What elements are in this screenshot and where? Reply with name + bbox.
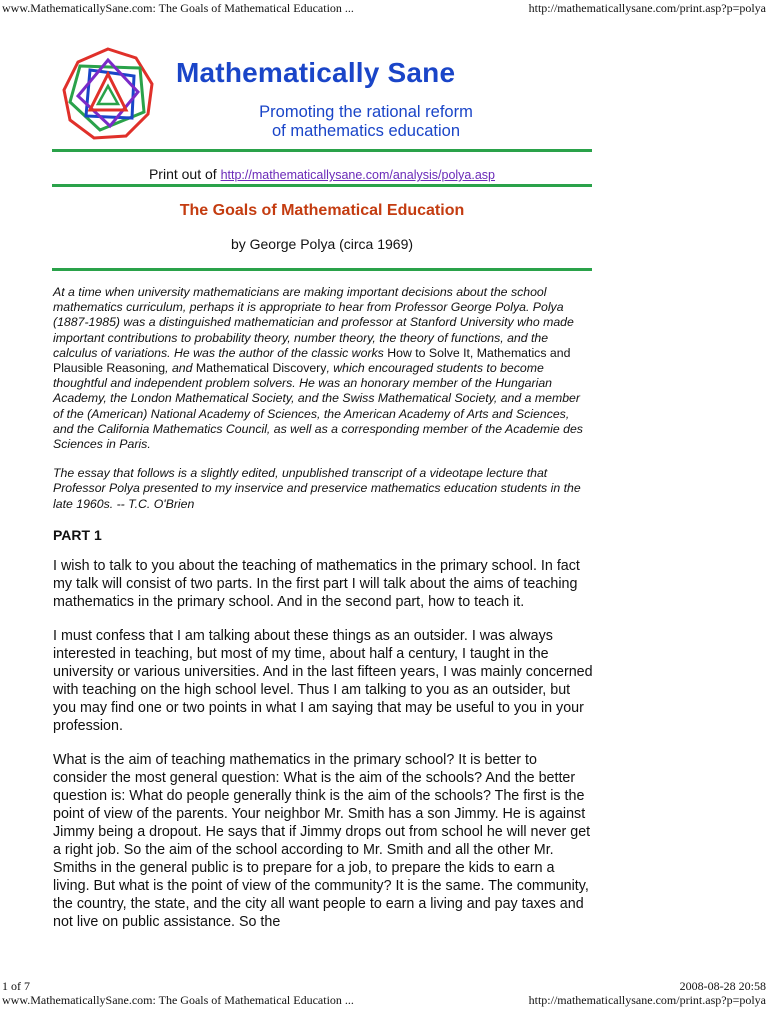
source-link[interactable]: http://mathematicallysane.com/analysis/polya.asp [220, 168, 496, 182]
header-url: http://mathematicallysane.com/print.asp?p=polya [528, 1, 766, 15]
divider [52, 149, 592, 152]
header-page-title: www.MathematicallySane.com: The Goals of Mathematical Education ... [2, 1, 354, 15]
print-header [0, 1, 768, 15]
print-prefix: Print out of [148, 166, 217, 182]
body-paragraph: What is the aim of teaching mathematics in the primary school? It is better to consider the most general question: What is the aim of the schools? And the better question is: What do people generally think is the aim of the schools? The first is the point of view of the parents. Your neighbor Mr. Smith has a son Jimmy. He is against Jimmy being a dropout. He says that if Jimmy drops out from school he will never get a right job. So the aim of the school according to Mr. Smith and all the other Mr. Smiths in the general public is to prepare for a job, to prepare the kids to earn a living. But what is the point of view of the community? It is the same. The community, the country, the state, and the city all want people to earn a living and pay taxes and not live on public assistance. So the [53, 752, 591, 930]
article-title: The Goals of Mathematical Education [179, 202, 465, 219]
tagline-line-1: Promoting the rational reform [259, 103, 473, 121]
divider [52, 268, 592, 271]
article-byline: by George Polya (circa 1969) [230, 236, 414, 252]
footer-page-count: 1 of 7 [2, 979, 30, 993]
divider [52, 184, 592, 187]
site-tagline [176, 103, 556, 141]
part-heading: PART 1 [53, 527, 102, 543]
print-footer-page-info [0, 979, 768, 993]
intro-paragraph: At a time when university mathematicians are making important decisions about the school mathematics curriculum, perhaps it is appropriate to hear from Professor George Polya. Polya (1887-1985) was a distinguished mathematician and professor at Stanford University who made important contributions to probability theory, number theory, the theory of functions, and the calculus of variations. He was the author of the classic works How to Solve It, Mathematics and Plausible Reasoning, and Mathematical Discovery, which encouraged students to become thoughtful and independent problem solvers. He was an honorary member of the Hungarian Academy, the London Mathematical Society, and the Swiss Mathematical Society, and a member of the (American) National Academy of Sciences, the American Academy of Arts and Sciences, and the California Mathematics Council, as well as a corresponding member of the Academie des Sciences in Paris. [53, 285, 583, 452]
body-paragraph: I must confess that I am talking about these things as an outsider. I was always interested in teaching, but most of my time, about half a century, I taught in the university or various universities. And in the last fifteen years, I was mainly concerned with teaching on the high school level. Thus I am talking to you as an outsider, but you may find one or two points in what I am saying that may be useful to you in your profession. [53, 628, 593, 734]
article-body [53, 557, 593, 947]
footer-datetime: 2008-08-28 20:58 [679, 979, 766, 993]
article-intro [53, 285, 593, 526]
print-source-line [52, 166, 592, 182]
footer-page-title: www.MathematicallySane.com: The Goals of Mathematical Education ... [2, 993, 354, 1007]
tagline-line-2: of mathematics education [271, 122, 461, 140]
body-paragraph: I wish to talk to you about the teaching of mathematics in the primary school. In fact my talk will consist of two parts. In the first part I will talk about the aims of teaching mathematics in the primary school. And in the second part, how to teach it. [53, 558, 580, 610]
print-footer-next-header [0, 993, 768, 1007]
site-logo-icon [60, 46, 156, 142]
site-title: Mathematically Sane [176, 57, 456, 88]
book-title: Mathematical Discovery [195, 361, 327, 376]
intro-paragraph: The essay that follows is a slightly edited, unpublished transcript of a videotape lecture that Professor Polya presented to my inservice and preservice mathematics education students in the late 1960s. -- T.C. O'Brien [53, 466, 581, 511]
footer-url: http://mathematicallysane.com/print.asp?p=polya [528, 993, 766, 1007]
book-title: How to Solve It, Mathematics and Plausible Reasoning [53, 345, 571, 376]
